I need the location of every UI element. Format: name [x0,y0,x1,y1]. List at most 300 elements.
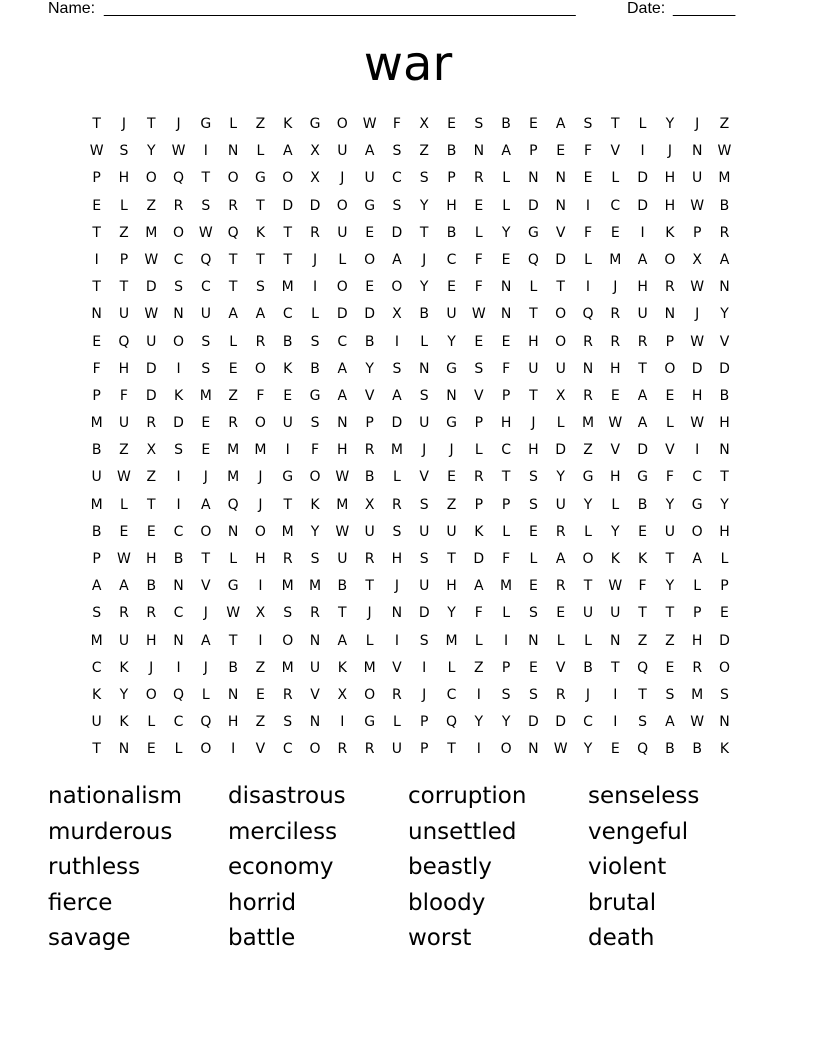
grid-letter[interactable]: D [555,442,567,459]
grid-letter[interactable]: J [203,469,208,486]
grid-letter[interactable]: E [610,741,620,758]
grid-letter[interactable]: B [173,551,184,567]
grid-letter[interactable]: T [92,741,101,758]
grid-letter[interactable]: B [446,224,457,241]
grid-letter[interactable]: A [474,578,484,595]
grid-letter[interactable]: I [176,469,181,486]
grid-letter[interactable]: L [393,469,401,486]
date-field-line[interactable]: _______ [673,0,736,17]
grid-letter[interactable]: J [149,659,154,676]
name-field-line[interactable]: _____________________________________________________ [104,0,576,17]
grid-letter[interactable]: S [638,714,648,731]
grid-letter[interactable]: J [422,442,427,459]
grid-letter[interactable]: E [256,686,265,703]
grid-letter[interactable]: M [691,686,704,703]
grid-letter[interactable]: M [363,659,376,676]
grid-letter[interactable]: O [336,116,348,132]
grid-letter[interactable]: L [229,551,238,567]
grid-letter[interactable]: H [145,632,157,649]
grid-letter[interactable]: T [338,605,347,622]
grid-letter[interactable]: H [719,415,730,432]
grid-letter[interactable]: W [690,197,705,214]
grid-letter[interactable]: E [146,741,156,758]
grid-letter[interactable]: R [364,442,375,459]
grid-letter[interactable]: S [92,605,102,622]
grid-letter[interactable]: K [719,741,730,758]
grid-letter[interactable]: O [254,523,266,540]
grid-letter[interactable]: C [583,714,593,731]
grid-letter[interactable]: R [228,197,238,214]
grid-letter[interactable]: T [365,578,374,595]
grid-letter[interactable]: O [254,415,266,432]
grid-letter[interactable]: T [611,116,620,132]
grid-letter[interactable]: W [608,578,623,595]
grid-letter[interactable]: B [665,741,675,758]
grid-letter[interactable]: C [91,659,102,676]
grid-letter[interactable]: N [610,632,621,649]
grid-letter[interactable]: T [583,578,593,595]
grid-letter[interactable]: D [637,170,648,187]
grid-letter[interactable]: L [556,415,565,432]
grid-letter[interactable]: U [337,224,348,241]
grid-letter[interactable]: D [145,279,157,296]
grid-letter[interactable]: E [638,523,648,540]
grid-letter[interactable]: O [364,251,376,268]
grid-letter[interactable]: L [584,632,592,649]
grid-letter[interactable]: J [422,686,427,703]
grid-letter[interactable]: J [449,442,454,459]
grid-letter[interactable]: Z [146,469,157,486]
grid-letter[interactable]: U [555,496,566,513]
grid-letter[interactable]: D [555,714,567,731]
grid-letter[interactable]: O [309,469,321,486]
grid-letter[interactable]: A [637,415,648,432]
grid-letter[interactable]: E [528,523,538,540]
grid-letter[interactable]: H [528,333,539,350]
grid-letter[interactable]: D [528,714,539,731]
grid-letter[interactable]: I [640,224,645,241]
grid-letter[interactable]: G [364,197,376,214]
grid-letter[interactable]: E [501,251,511,268]
grid-letter[interactable]: I [585,279,591,296]
grid-letter[interactable]: B [282,333,293,350]
grid-letter[interactable]: L [502,605,510,622]
grid-letter[interactable]: T [146,116,156,132]
grid-letter[interactable]: T [92,116,101,132]
grid-letter[interactable]: E [146,523,156,540]
grid-letter[interactable]: M [90,632,103,649]
grid-letter[interactable]: L [556,632,565,649]
grid-letter[interactable]: J [203,605,208,622]
grid-letter[interactable]: A [719,251,730,268]
grid-letter[interactable]: A [337,360,348,377]
grid-letter[interactable]: P [529,143,538,160]
grid-letter[interactable]: M [390,442,403,459]
grid-letter[interactable]: G [637,469,649,486]
grid-letter[interactable]: Y [556,469,565,486]
grid-letter[interactable]: C [282,741,293,758]
grid-letter[interactable]: S [201,197,211,214]
grid-letter[interactable]: Y [583,741,593,758]
grid-letter[interactable]: S [419,632,429,649]
grid-letter[interactable]: B [583,659,593,676]
grid-letter[interactable]: R [583,333,593,350]
grid-letter[interactable]: J [585,686,591,703]
grid-letter[interactable]: U [555,360,566,377]
grid-letter[interactable]: Y [365,360,374,377]
grid-letter[interactable]: W [144,306,159,323]
grid-letter[interactable]: W [553,741,568,758]
grid-letter[interactable]: D [719,632,730,649]
grid-letter[interactable]: K [283,116,293,132]
grid-letter[interactable]: T [720,469,729,486]
grid-letter[interactable]: B [228,659,238,676]
grid-letter[interactable]: O [254,360,266,377]
grid-letter[interactable]: C [200,279,211,296]
grid-letter[interactable]: S [528,496,538,513]
grid-letter[interactable]: P [501,659,511,676]
grid-letter[interactable]: F [502,360,511,377]
grid-letter[interactable]: I [422,659,427,676]
grid-letter[interactable]: S [501,686,511,703]
grid-letter[interactable]: T [92,224,101,241]
grid-letter[interactable]: E [283,387,293,404]
grid-letter[interactable]: A [364,143,375,160]
grid-letter[interactable]: P [501,387,511,404]
grid-letter[interactable]: X [555,387,566,404]
grid-letter[interactable]: L [502,170,510,187]
grid-letter[interactable]: S [419,496,429,513]
grid-letter[interactable]: L [720,551,729,567]
grid-letter[interactable]: L [502,197,510,214]
grid-letter[interactable]: L [147,714,156,731]
grid-letter[interactable]: F [119,387,128,404]
grid-letter[interactable]: C [392,170,402,187]
grid-letter[interactable]: Z [419,143,429,160]
grid-letter[interactable]: W [362,116,377,132]
grid-letter[interactable]: H [664,197,676,214]
grid-letter[interactable]: O [227,170,239,187]
grid-letter[interactable]: S [528,686,538,703]
grid-letter[interactable]: F [638,578,647,595]
grid-letter[interactable]: T [283,496,292,513]
grid-letter[interactable]: O [336,197,348,214]
grid-letter[interactable]: U [91,469,102,486]
grid-letter[interactable]: L [474,632,483,649]
grid-letter[interactable]: N [309,632,321,649]
grid-letter[interactable]: W [717,143,732,160]
grid-letter[interactable]: N [528,632,539,649]
grid-letter[interactable]: R [282,551,293,567]
grid-letter[interactable]: W [171,143,186,160]
grid-letter[interactable]: L [256,143,265,160]
grid-letter[interactable]: I [695,442,700,459]
grid-letter[interactable]: T [119,279,129,296]
grid-letter[interactable]: U [337,143,348,160]
grid-letter[interactable]: T [638,360,647,377]
grid-letter[interactable]: R [473,170,484,187]
grid-letter[interactable]: E [365,279,375,296]
grid-letter[interactable]: W [471,306,486,323]
grid-letter[interactable]: A [282,143,293,160]
grid-letter[interactable]: B [501,116,511,132]
grid-letter[interactable]: Z [583,442,593,459]
grid-letter[interactable]: A [91,578,102,595]
grid-letter[interactable]: H [391,551,403,567]
grid-letter[interactable]: S [419,170,429,187]
grid-letter[interactable]: R [610,306,621,323]
grid-letter[interactable]: C [282,306,293,323]
grid-letter[interactable]: I [176,496,181,513]
grid-letter[interactable]: U [118,415,130,432]
grid-letter[interactable]: R [555,686,566,703]
grid-letter[interactable]: E [92,197,102,214]
grid-letter[interactable]: G [691,496,703,513]
grid-letter[interactable]: P [119,251,129,268]
grid-letter[interactable]: T [256,251,265,268]
grid-letter[interactable]: O [282,170,294,187]
grid-letter[interactable]: A [665,714,675,731]
grid-letter[interactable]: D [364,306,375,323]
grid-letter[interactable]: I [340,714,345,731]
grid-letter[interactable]: E [501,333,511,350]
grid-letter[interactable]: C [501,442,511,459]
grid-letter[interactable]: M [281,279,294,296]
grid-letter[interactable]: U [391,741,403,758]
grid-letter[interactable]: N [446,387,457,404]
grid-letter[interactable]: U [419,578,430,595]
grid-letter[interactable]: T [228,279,238,296]
grid-letter[interactable]: Y [501,224,511,241]
grid-letter[interactable]: R [173,197,184,214]
grid-letter[interactable]: F [92,360,101,377]
grid-letter[interactable]: F [474,605,483,622]
grid-letter[interactable]: S [174,279,183,296]
grid-letter[interactable]: I [640,143,645,160]
grid-letter[interactable]: G [527,224,539,241]
grid-letter[interactable]: N [227,686,239,703]
grid-letter[interactable]: J [531,415,536,432]
grid-letter[interactable]: E [528,578,538,595]
grid-letter[interactable]: R [310,605,320,622]
grid-letter[interactable]: L [365,632,374,649]
grid-letter[interactable]: M [145,224,158,241]
grid-letter[interactable]: Y [419,197,429,214]
grid-letter[interactable]: T [201,170,211,187]
grid-letter[interactable]: R [692,659,703,676]
grid-letter[interactable]: K [474,523,484,540]
grid-letter[interactable]: T [529,387,538,404]
grid-letter[interactable]: S [392,523,402,540]
grid-letter[interactable]: D [336,306,348,323]
grid-letter[interactable]: T [447,551,456,567]
grid-letter[interactable]: B [364,333,375,350]
grid-letter[interactable]: E [201,442,211,459]
grid-letter[interactable]: H [227,714,239,731]
grid-letter[interactable]: N [555,197,566,214]
grid-letter[interactable]: T [201,551,211,567]
grid-letter[interactable]: V [310,686,320,703]
grid-letter[interactable]: O [309,741,321,758]
grid-letter[interactable]: S [310,551,320,567]
grid-letter[interactable]: M [445,632,458,649]
grid-letter[interactable]: Z [474,659,484,676]
grid-letter[interactable]: Y [146,143,156,160]
grid-letter[interactable]: K [310,496,320,513]
grid-letter[interactable]: H [637,279,648,296]
grid-letter[interactable]: B [91,523,102,540]
grid-letter[interactable]: T [665,605,675,622]
grid-letter[interactable]: L [665,415,674,432]
grid-letter[interactable]: O [336,279,348,296]
grid-letter[interactable]: L [229,333,238,350]
grid-letter[interactable]: Y [665,116,675,132]
grid-letter[interactable]: D [555,251,567,268]
grid-letter[interactable]: J [613,279,618,296]
grid-letter[interactable]: E [665,387,675,404]
grid-letter[interactable]: E [528,659,538,676]
grid-letter[interactable]: V [610,442,621,459]
grid-letter[interactable]: T [419,224,429,241]
grid-letter[interactable]: U [364,523,375,540]
grid-letter[interactable]: R [392,686,402,703]
grid-letter[interactable]: N [391,605,403,622]
grid-letter[interactable]: E [556,605,566,622]
grid-letter[interactable]: R [610,333,621,350]
grid-letter[interactable]: O [718,659,730,676]
grid-letter[interactable]: Q [200,251,212,268]
grid-letter[interactable]: Y [665,496,675,513]
grid-letter[interactable]: D [173,415,184,432]
grid-letter[interactable]: E [365,224,375,241]
grid-letter[interactable]: P [92,387,101,404]
grid-letter[interactable]: S [583,116,593,132]
grid-letter[interactable]: T [283,224,292,241]
grid-letter[interactable]: H [446,197,457,214]
grid-letter[interactable]: A [119,578,129,595]
grid-letter[interactable]: R [310,224,320,241]
grid-letter[interactable]: R [146,415,157,432]
grid-letter[interactable]: F [474,251,483,268]
grid-letter[interactable]: Z [228,387,238,404]
grid-letter[interactable]: I [613,686,618,703]
grid-letter[interactable]: D [528,197,539,214]
grid-letter[interactable]: L [474,224,483,241]
grid-letter[interactable]: N [309,714,321,731]
grid-letter[interactable]: E [556,143,566,160]
grid-letter[interactable]: A [392,251,402,268]
grid-letter[interactable]: J [121,116,127,132]
grid-letter[interactable]: S [392,143,402,160]
grid-letter[interactable]: P [720,578,729,595]
grid-letter[interactable]: N [118,741,130,758]
grid-letter[interactable]: P [419,714,429,731]
grid-letter[interactable]: F [310,442,320,459]
grid-letter[interactable]: Z [119,442,129,459]
grid-letter[interactable]: L [311,306,319,323]
grid-letter[interactable]: O [364,686,376,703]
grid-letter[interactable]: M [199,387,212,404]
grid-letter[interactable]: Q [227,224,239,241]
grid-letter[interactable]: V [419,469,429,486]
grid-letter[interactable]: T [529,306,538,323]
grid-letter[interactable]: R [364,741,375,758]
grid-letter[interactable]: E [528,116,538,132]
grid-letter[interactable]: W [690,415,705,432]
grid-letter[interactable]: E [474,197,484,214]
grid-letter[interactable]: O [555,306,567,323]
grid-letter[interactable]: W [198,224,213,241]
grid-letter[interactable]: O [173,333,185,350]
grid-letter[interactable]: E [665,659,675,676]
grid-letter[interactable]: E [610,224,620,241]
grid-letter[interactable]: M [227,469,240,486]
grid-letter[interactable]: H [118,170,130,187]
grid-letter[interactable]: B [719,387,730,404]
grid-letter[interactable]: W [690,279,705,296]
grid-letter[interactable]: Q [637,741,649,758]
grid-letter[interactable]: U [637,306,648,323]
grid-letter[interactable]: P [92,170,101,187]
grid-letter[interactable]: D [473,551,485,567]
grid-letter[interactable]: S [665,686,675,703]
grid-letter[interactable]: I [231,741,236,758]
grid-letter[interactable]: M [254,442,267,459]
grid-letter[interactable]: H [610,360,621,377]
grid-letter[interactable]: N [91,306,102,323]
grid-letter[interactable]: N [582,360,594,377]
grid-letter[interactable]: B [692,741,702,758]
grid-letter[interactable]: S [474,116,484,132]
grid-letter[interactable]: Z [255,116,266,132]
grid-letter[interactable]: K [255,224,266,241]
grid-letter[interactable]: B [419,306,430,323]
grid-letter[interactable]: Q [637,659,649,676]
grid-letter[interactable]: U [309,659,321,676]
grid-letter[interactable]: C [610,197,621,214]
grid-letter[interactable]: M [718,170,731,187]
grid-letter[interactable]: O [200,523,212,540]
grid-letter[interactable]: N [500,279,512,296]
grid-letter[interactable]: I [476,686,481,703]
grid-letter[interactable]: D [719,360,730,377]
grid-letter[interactable]: V [555,224,566,241]
grid-letter[interactable]: O [173,224,185,241]
grid-letter[interactable]: F [583,224,593,241]
grid-letter[interactable]: F [474,279,483,296]
grid-letter[interactable]: U [419,523,430,540]
grid-letter[interactable]: X [419,116,429,132]
grid-letter[interactable]: M [500,578,513,595]
grid-letter[interactable]: Y [720,496,729,513]
grid-letter[interactable]: B [91,442,102,459]
grid-letter[interactable]: C [173,251,184,268]
grid-letter[interactable]: U [692,170,703,187]
grid-letter[interactable]: S [201,333,211,350]
grid-letter[interactable]: W [335,523,350,540]
grid-letter[interactable]: R [255,333,266,350]
grid-letter[interactable]: W [690,333,705,350]
grid-letter[interactable]: N [173,578,184,595]
grid-letter[interactable]: U [528,360,539,377]
grid-letter[interactable]: V [201,578,211,595]
grid-letter[interactable]: N [173,306,184,323]
grid-letter[interactable]: H [528,442,539,459]
grid-letter[interactable]: Z [446,496,457,513]
grid-letter[interactable]: N [227,143,239,160]
grid-letter[interactable]: C [692,469,703,486]
grid-letter[interactable]: H [610,469,621,486]
